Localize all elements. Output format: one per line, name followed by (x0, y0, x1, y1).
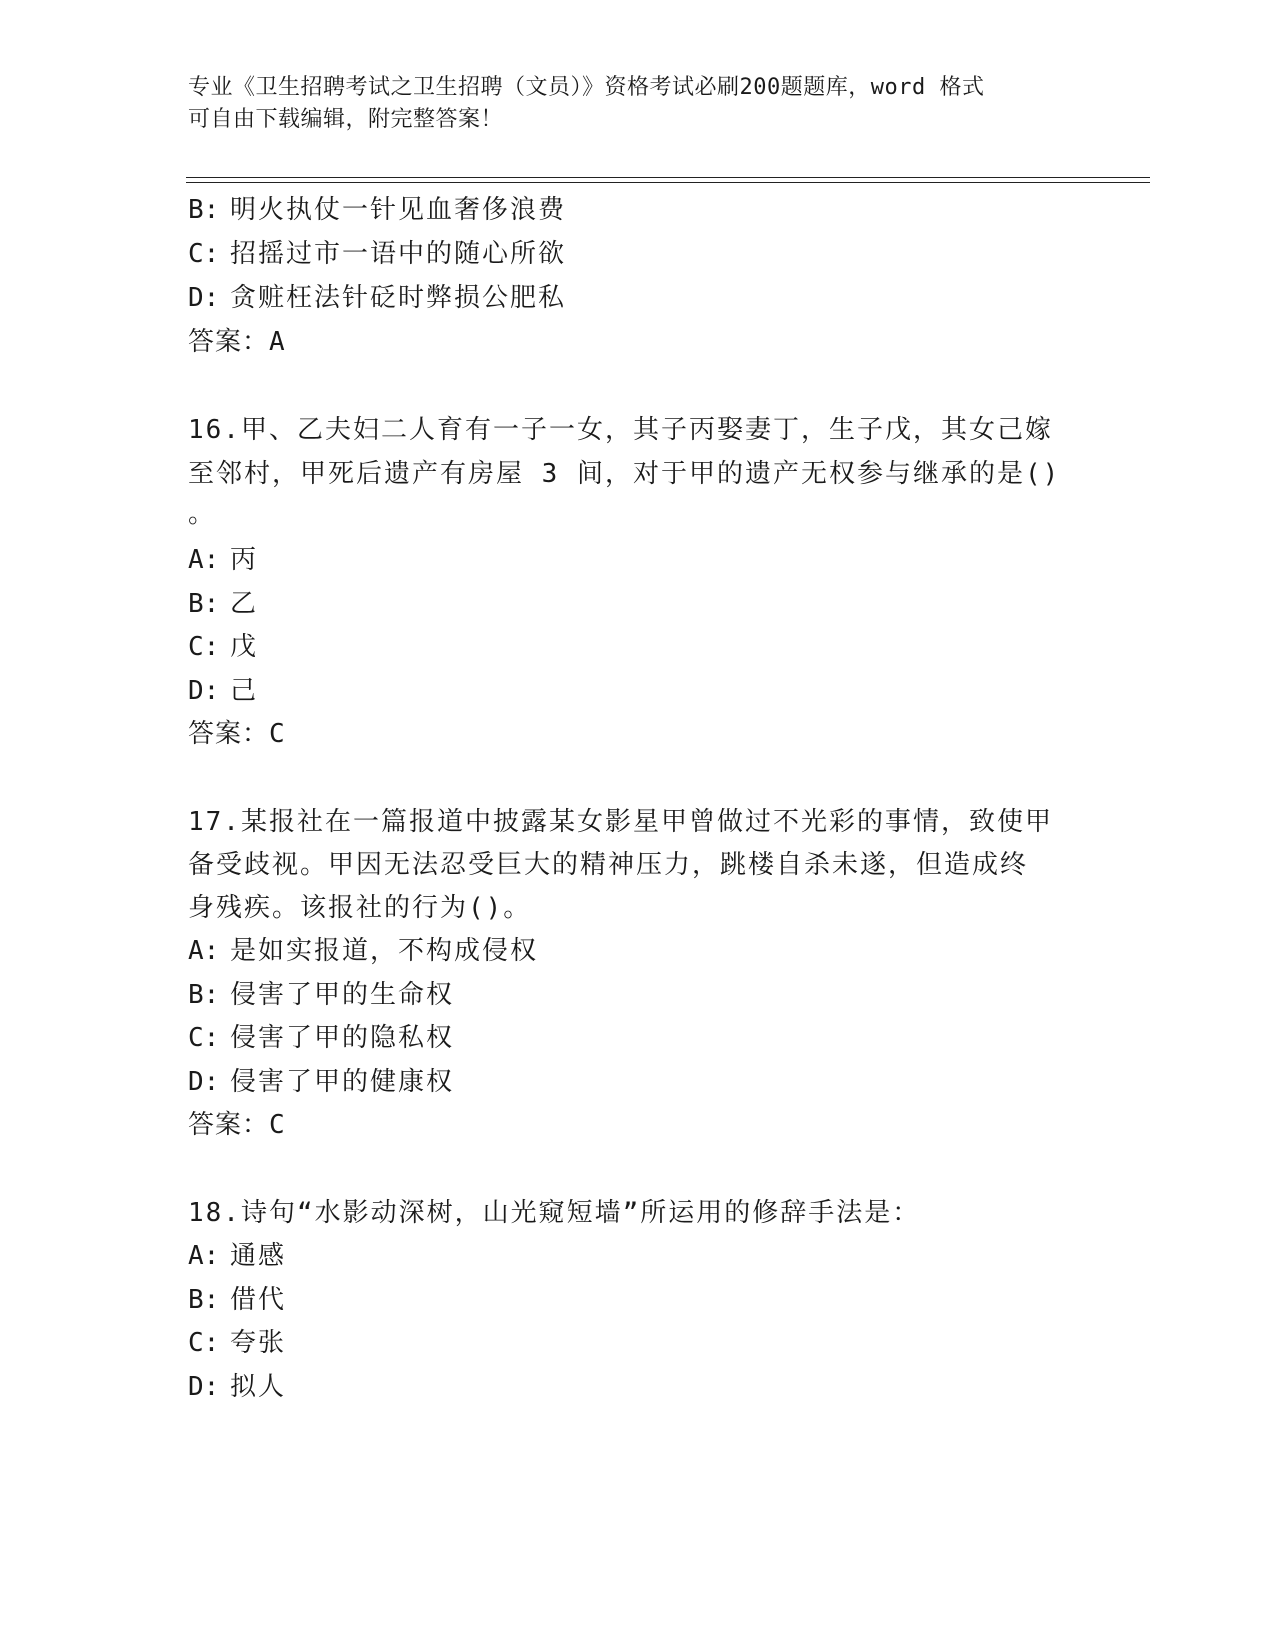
q15-answer: 答案：A (188, 327, 286, 357)
q16-option-b (188, 587, 258, 621)
option-text: 招摇过市一语中的随心所欲 (230, 239, 567, 269)
option-text: 借代 (230, 1285, 287, 1315)
header-line-2: 可自由下载编辑，附完整答案！ (188, 107, 504, 132)
option-text: 拟人 (230, 1372, 287, 1402)
q16-answer: 答案：C (188, 719, 286, 749)
option-letter: C: (188, 239, 220, 269)
option-letter: C: (188, 1328, 220, 1358)
q17-option-a (188, 934, 538, 968)
q16-option-d (188, 674, 258, 708)
q15-option-b (188, 193, 566, 227)
q18-option-a (188, 1239, 286, 1273)
option-letter: C: (188, 632, 220, 662)
option-letter: D: (188, 1372, 220, 1402)
q17-answer: 答案：C (188, 1110, 286, 1140)
q15-option-c (188, 237, 566, 271)
q17-stem-line-2: 备受歧视。甲因无法忍受巨大的精神压力，跳楼自杀未遂，但造成终 (188, 850, 1029, 880)
q15-option-d (188, 281, 566, 315)
option-text: 侵害了甲的健康权 (230, 1067, 455, 1097)
option-letter: D: (188, 676, 220, 706)
option-letter: D: (188, 1067, 220, 1097)
q17-option-d (188, 1065, 454, 1099)
q16-stem-line-1: 16.甲、乙夫妇二人育有一子一女，其子丙娶妻丁，生子戊，其女己嫁 (188, 415, 1053, 445)
option-letter: B: (188, 195, 220, 225)
option-letter: B: (188, 589, 220, 619)
option-text: 乙 (230, 589, 259, 619)
q16-option-c (188, 630, 258, 664)
q17-stem-line-3: 身残疾。该报社的行为()。 (188, 893, 532, 923)
option-text: 明火执仗一针见血奢侈浪费 (230, 195, 567, 225)
option-text: 丙 (230, 545, 259, 575)
option-letter: A: (188, 936, 220, 966)
header-divider-top (186, 177, 1150, 178)
option-text: 戊 (230, 632, 259, 662)
q18-stem-line-1: 18.诗句“水影动深树，山光窥短墙”所运用的修辞手法是： (188, 1198, 921, 1228)
option-text: 夸张 (230, 1328, 287, 1358)
q18-option-d (188, 1370, 286, 1404)
option-letter: B: (188, 1285, 220, 1315)
option-text: 侵害了甲的隐私权 (230, 1023, 455, 1053)
q17-option-c (188, 1021, 454, 1055)
option-text: 是如实报道，不构成侵权 (230, 936, 539, 966)
q18-option-b (188, 1283, 286, 1317)
q16-stem-line-2: 至邻村，甲死后遗产有房屋 3 间，对于甲的遗产无权参与继承的是() (188, 459, 1061, 489)
header-line-1: 专业《卫生招聘考试之卫生招聘（文员）》资格考试必刷200题题库，word 格式 (188, 75, 985, 100)
q16-option-a (188, 543, 258, 577)
option-text: 贪赃枉法针砭时弊损公肥私 (230, 283, 567, 313)
option-text: 通感 (230, 1241, 287, 1271)
q16-stem-line-3: 。 (188, 499, 217, 529)
option-text: 侵害了甲的生命权 (230, 980, 455, 1010)
option-letter: A: (188, 1241, 220, 1271)
document-header (188, 72, 1088, 136)
header-divider-bottom (186, 182, 1150, 183)
option-letter: C: (188, 1023, 220, 1053)
option-text: 己 (230, 676, 259, 706)
q17-stem-line-1: 17.某报社在一篇报道中披露某女影星甲曾做过不光彩的事情，致使甲 (188, 807, 1053, 837)
q18-option-c (188, 1326, 286, 1360)
option-letter: B: (188, 980, 220, 1010)
option-letter: A: (188, 545, 220, 575)
q17-option-b (188, 978, 454, 1012)
option-letter: D: (188, 283, 220, 313)
